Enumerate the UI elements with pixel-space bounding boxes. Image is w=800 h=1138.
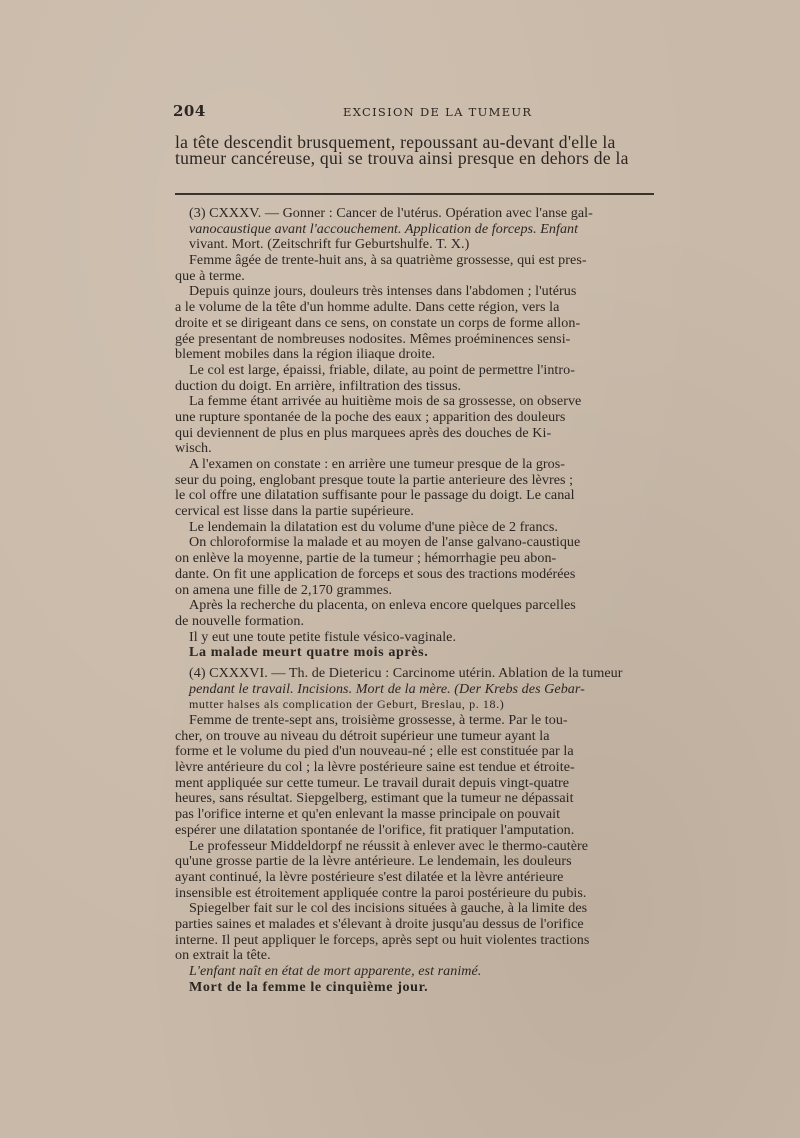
- case-3-line: seur du poing, englobant presque toute la partie anterieure des lèvres ;: [175, 471, 574, 488]
- case-4-line: pas l'orifice interne et qu'en enlevant la masse principale on pouvait: [175, 806, 561, 823]
- page-number: 204: [173, 102, 206, 120]
- case-3-line: Il y eut une toute petite fistule vésico-vaginale.: [189, 628, 457, 645]
- case-3-outcome: La malade meurt quatre mois après.: [189, 644, 429, 661]
- case-4-heading: (4) CXXXVI. — Th. de Dietericu : Carcinome utérin. Ablation de la tumeur: [189, 664, 623, 681]
- case-4-line: qu'une grosse partie de la lèvre antérieure. Le lendemain, les douleurs: [175, 853, 572, 870]
- case-3-heading: vanocaustique avant l'accouchement. Application de forceps. Enfant: [189, 220, 579, 237]
- case-4-line: forme et le volume du pied d'un nouveau-né ; elle est constituée par la: [175, 743, 574, 760]
- case-3-line: a le volume de la tête d'un homme adulte. Dans cette région, vers la: [175, 299, 560, 316]
- case-3-line: wisch.: [175, 440, 212, 457]
- case-4-heading: mutter halses als complication der Geburt, Breslau, p. 18.): [189, 697, 505, 712]
- main-text-line: tumeur cancéreuse, qui se trouva ainsi presque en dehors de la: [175, 147, 629, 168]
- case-3-line: droite et se dirigeant dans ce sens, on constate un corps de forme allon-: [175, 314, 581, 331]
- case-3-line: Le lendemain la dilatation est du volume d'une pièce de 2 francs.: [189, 518, 558, 535]
- case-3-line: que à terme.: [175, 267, 245, 284]
- case-3-heading: (3) CXXXV. — Gonner : Cancer de l'utérus. Opération avec l'anse gal-: [189, 205, 593, 221]
- case-3-line: cervical est lisse dans la partie supérieure.: [175, 503, 415, 520]
- case-4-line: ayant continué, la lèvre postérieure s'est dilatée et la lèvre antérieure: [175, 868, 564, 885]
- case-3-line: de nouvelle formation.: [175, 612, 305, 629]
- case-3-line: une rupture spontanée de la poche des eaux ; apparition des douleurs: [175, 408, 566, 425]
- case-3-line: duction du doigt. En arrière, infiltration des tissus.: [175, 377, 462, 394]
- case-3-line: dante. On fit une application de forceps et sous des tractions modérées: [175, 565, 576, 582]
- case-4-outcome: Mort de la femme le cinquième jour.: [189, 978, 429, 995]
- case-4-line: interne. Il peut appliquer le forceps, après sept ou huit violentes tractions: [175, 931, 590, 948]
- page-header: [173, 102, 651, 124]
- case-3-line: le col offre une dilatation suffisante pour le passage du doigt. Le canal: [175, 487, 575, 504]
- case-3-line: Le col est large, épaissi, friable, dilate, au point de permettre l'intro-: [189, 361, 575, 378]
- case-4-line: L'enfant naît en état de mort apparente, est ranimé.: [189, 963, 482, 979]
- case-3-line: Depuis quinze jours, douleurs très intenses dans l'abdomen ; l'utérus: [189, 283, 577, 300]
- case-3-line: blement mobiles dans la région iliaque droite.: [175, 346, 436, 363]
- case-4-note: [175, 666, 653, 995]
- footnote-divider: [175, 193, 654, 195]
- case-4-line: parties saines et malades et s'élevant à droite jusqu'au dessus de l'orifice: [175, 915, 584, 932]
- case-4-line: Le professeur Middeldorpf ne réussit à enlever avec le thermo-cautère: [189, 837, 589, 854]
- case-3-line: on amena une fille de 2,170 grammes.: [175, 581, 393, 598]
- case-3-line: on enlève la moyenne, partie de la tumeur ; hémorrhagie peu abon-: [175, 550, 557, 567]
- case-4-line: cher, on trouve au niveau du détroit supérieur une tumeur ayant la: [175, 727, 550, 744]
- main-text-line: la tête descendit brusquement, repoussant au-devant d'elle la: [175, 132, 616, 152]
- case-4-line: insensible est étroitement appliquée contre la paroi postérieure du pubis.: [175, 884, 587, 901]
- case-3-line: Femme âgée de trente-huit ans, à sa quatrième grossesse, qui est pres-: [189, 252, 587, 269]
- case-3-line: qui deviennent de plus en plus marquees après des douches de Ki-: [175, 424, 552, 441]
- case-4-line: on extrait la tête.: [175, 947, 271, 964]
- case-3-line: La femme étant arrivée au huitième mois de sa grossesse, on observe: [189, 393, 582, 410]
- main-text: [175, 130, 653, 168]
- case-4-line: lèvre antérieure du col ; la lèvre postérieure saine est tendue et étroite-: [175, 759, 575, 776]
- case-3-line: gée presentant de nombreuses nodosites. Mêmes proéminences sensi-: [175, 330, 571, 347]
- case-3-line: On chloroformise la malade et au moyen de l'anse galvano-caustique: [189, 534, 581, 551]
- case-4-heading: pendant le travail. Incisions. Mort de la mère. (Der Krebs des Gebar-: [189, 680, 585, 697]
- footnotes: [175, 206, 653, 995]
- case-3-line: A l'examen on constate : en arrière une tumeur presque de la gros-: [189, 456, 566, 472]
- case-3-note: [175, 206, 653, 661]
- case-4-line: Spiegelber fait sur le col des incisions situées à gauche, à la limite des: [189, 900, 588, 917]
- running-head: EXCISION DE LA TUMEUR: [343, 105, 533, 119]
- case-4-line: espérer une dilatation spontanée de l'orifice, fit pratiquer l'amputation.: [175, 821, 575, 838]
- case-3-heading: vivant. Mort. (Zeitschrift fur Geburtshulfe. T. X.): [189, 236, 470, 253]
- case-3-line: Après la recherche du placenta, on enleva encore quelques parcelles: [189, 597, 576, 614]
- case-4-line: ment appliquée sur cette tumeur. Le travail durait depuis vingt-quatre: [175, 774, 570, 791]
- case-4-line: heures, sans résultat. Siepgelberg, estimant que la tumeur ne dépassait: [175, 790, 574, 807]
- case-4-line: Femme de trente-sept ans, troisième grossesse, à terme. Par le tou-: [189, 712, 568, 728]
